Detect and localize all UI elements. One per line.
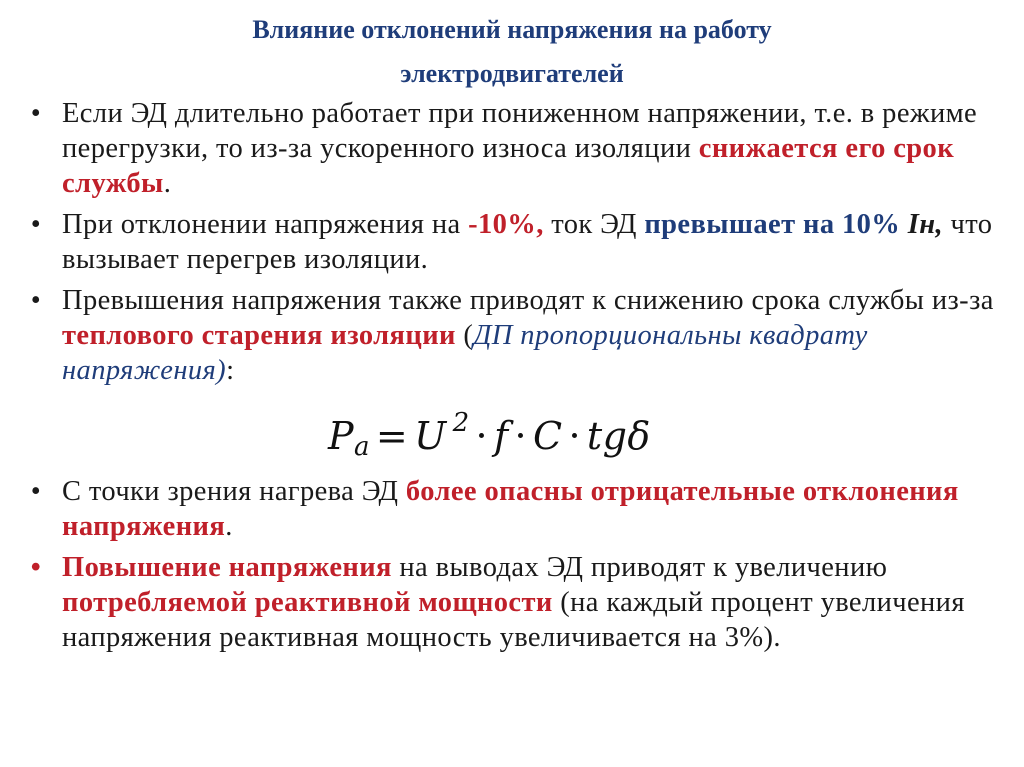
bullet-marker: • — [30, 98, 42, 129]
bullet-2-text-a: При отклонении напряжения на — [62, 209, 469, 240]
formula-c: C — [532, 414, 563, 458]
bullet-3-note: ДП пропорциональны квадрату напряжения) — [62, 320, 868, 386]
formula-dot-2: · — [514, 414, 527, 458]
bullet-5-highlight-a: Повышение напряжения — [62, 552, 392, 583]
bullet-1-text-b: . — [163, 168, 172, 199]
bullet-3-highlight: теплового старения изоляции — [62, 320, 456, 351]
bullet-marker-red: • — [30, 552, 42, 583]
bullet-3-text-b: ( — [455, 320, 474, 351]
bullet-2-text-c: что вызывает перегрев изоляции. — [62, 209, 993, 275]
bullet-item-2 — [20, 207, 1010, 277]
bullet-item-5 — [20, 550, 1010, 655]
bullet-1-highlight: снижается его срок службы — [62, 133, 955, 199]
formula-u: U — [414, 414, 447, 458]
bullet-2-rated-current: Iн, — [907, 209, 943, 240]
formula-dot-3: · — [568, 414, 581, 458]
bullet-item-4 — [20, 474, 1010, 544]
formula-p-sub: a — [353, 432, 370, 462]
slide-title-line2: электродвигателей — [400, 59, 624, 88]
bullet-item-1 — [20, 96, 1010, 201]
slide-title-line1: Влияние отклонений напряжения на работу — [252, 15, 772, 44]
formula-equals: = — [375, 414, 409, 458]
slide-title — [0, 8, 1024, 96]
formula-tg-delta: tgδ — [586, 414, 651, 458]
formula-f: f — [494, 414, 509, 458]
bullet-2-text-b: ток ЭД — [543, 209, 645, 240]
bullet-5-text-b: (на каждый процент увеличения напряжения реактивная мощность увеличивается на 3%). — [62, 587, 965, 653]
bullet-5-text-a: на выводах ЭД приводят к увеличению — [391, 552, 888, 583]
bullet-4-highlight: более опасны отрицательные отклонения напряжения — [62, 476, 959, 542]
formula-dot-1: · — [475, 414, 488, 458]
bullet-item-3 — [20, 283, 1010, 388]
formula-u-sup: 2 — [452, 408, 470, 438]
bullet-1-text-a: Если ЭД длительно работает при пониженном напряжении, т.е. в режиме перегрузки, то из-за ускоренного износа изоляции — [62, 98, 978, 164]
bullet-2-highlight-percent: -10%, — [468, 209, 544, 240]
bullet-3-text-c: : — [226, 355, 235, 386]
bullet-4-text-b: . — [225, 511, 233, 542]
formula-p: P — [328, 414, 354, 458]
formula-expression — [328, 406, 651, 465]
bullet-5-highlight-b: потребляемой реактивной мощности — [62, 587, 553, 618]
bullet-marker: • — [30, 285, 42, 316]
formula — [20, 398, 1010, 468]
bullet-list — [20, 96, 1010, 655]
bullet-2-highlight-exceeds: превышает на 10% — [644, 209, 908, 240]
bullet-3-text-a: Превышения напряжения также приводят к снижению срока службы из-за — [62, 285, 994, 316]
bullet-4-text-a: С точки зрения нагрева ЭД — [62, 476, 406, 507]
bullet-marker: • — [30, 209, 42, 240]
bullet-marker: • — [30, 476, 42, 507]
